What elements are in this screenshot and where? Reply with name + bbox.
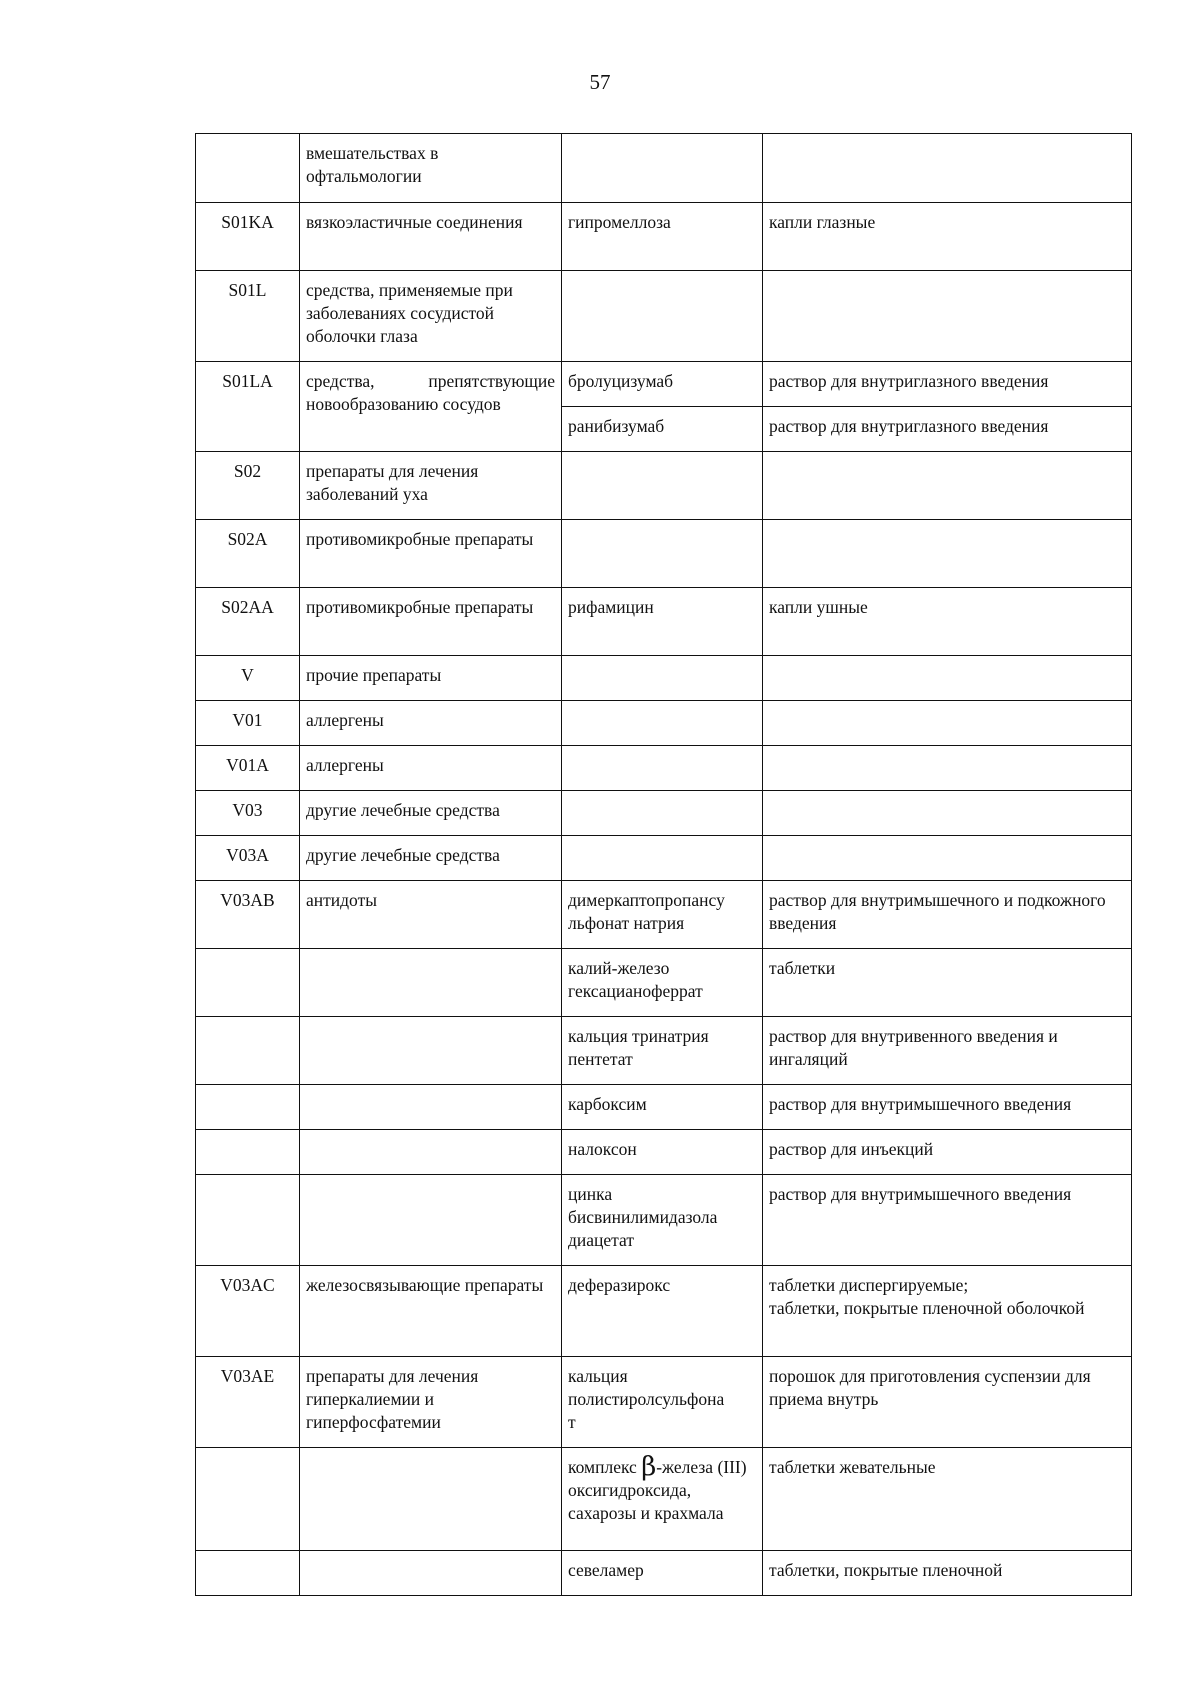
form-cell xyxy=(763,836,1132,881)
group-cell xyxy=(300,1551,562,1596)
atc-code-cell: V03AC xyxy=(196,1266,300,1357)
group-cell: противомикробные препараты xyxy=(300,588,562,656)
drug-line: димеркаптопропансу xyxy=(568,890,725,910)
drug-cell xyxy=(562,836,763,881)
atc-code-cell xyxy=(196,1448,300,1551)
form-cell: раствор для внутримышечного введения xyxy=(763,1085,1132,1130)
form-cell xyxy=(763,520,1132,588)
table-row xyxy=(196,1130,1132,1175)
atc-code-cell: V xyxy=(196,656,300,701)
group-word: препятствующие xyxy=(428,371,555,391)
group-cell: другие лечебные средства xyxy=(300,836,562,881)
form-cell xyxy=(763,701,1132,746)
group-cell: прочие препараты xyxy=(300,656,562,701)
table-row xyxy=(196,362,1132,407)
group-cell xyxy=(300,1085,562,1130)
form-cell: раствор для инъекций xyxy=(763,1130,1132,1175)
drug-cell xyxy=(562,881,763,949)
group-cell: железосвязывающие препараты xyxy=(300,1266,562,1357)
table-row xyxy=(196,836,1132,881)
drug-text: комплекс xyxy=(568,1457,637,1477)
table-row xyxy=(196,791,1132,836)
drug-cell: ранибизумаб xyxy=(562,407,763,452)
table-row xyxy=(196,656,1132,701)
table-row xyxy=(196,1448,1132,1551)
table-row xyxy=(196,949,1132,1017)
atc-code-cell: V03 xyxy=(196,791,300,836)
drug-line: бисвинилимидазола xyxy=(568,1207,718,1227)
drug-table xyxy=(195,133,1132,1596)
atc-code-cell xyxy=(196,1175,300,1266)
group-cell: вязкоэластичные соединения xyxy=(300,203,562,271)
drug-cell xyxy=(562,701,763,746)
drug-cell xyxy=(562,1175,763,1266)
form-cell: порошок для приготовления суспензии для приема внутрь xyxy=(763,1357,1132,1448)
table-row xyxy=(196,1175,1132,1266)
drug-cell: рифамицин xyxy=(562,588,763,656)
group-line: новообразованию сосудов xyxy=(306,394,501,414)
drug-cell xyxy=(562,134,763,203)
atc-code-cell: S01KA xyxy=(196,203,300,271)
group-cell: другие лечебные средства xyxy=(300,791,562,836)
group-cell xyxy=(300,1130,562,1175)
atc-code-cell: V03A xyxy=(196,836,300,881)
atc-code-cell: V03AB xyxy=(196,881,300,949)
beta-symbol: β xyxy=(641,1452,657,1482)
atc-code-cell xyxy=(196,1017,300,1085)
atc-code-cell xyxy=(196,1085,300,1130)
atc-code-cell xyxy=(196,134,300,203)
form-cell xyxy=(763,134,1132,203)
form-cell xyxy=(763,791,1132,836)
drug-line: цинка xyxy=(568,1184,613,1204)
table-row xyxy=(196,746,1132,791)
form-cell: таблетки, покрытые пленочной xyxy=(763,1551,1132,1596)
atc-code-cell: S02AA xyxy=(196,588,300,656)
atc-code-cell xyxy=(196,949,300,1017)
form-cell: раствор для внутриглазного введения xyxy=(763,362,1132,407)
table-row xyxy=(196,701,1132,746)
atc-code-cell xyxy=(196,1551,300,1596)
table-row xyxy=(196,1085,1132,1130)
form-cell: раствор для внутриглазного введения xyxy=(763,407,1132,452)
drug-cell: кальция тринатрия пентетат xyxy=(562,1017,763,1085)
drug-cell xyxy=(562,1357,763,1448)
form-line: таблетки диспергируемые; xyxy=(769,1275,969,1295)
drug-cell: налоксон xyxy=(562,1130,763,1175)
table-row xyxy=(196,271,1132,362)
form-cell: раствор для внутривенного введения и ингаляций xyxy=(763,1017,1132,1085)
form-cell xyxy=(763,1266,1132,1357)
form-cell xyxy=(763,271,1132,362)
drug-cell: калий-железо гексацианоферрат xyxy=(562,949,763,1017)
form-cell xyxy=(763,656,1132,701)
atc-code-cell: S01L xyxy=(196,271,300,362)
table-row xyxy=(196,881,1132,949)
drug-cell xyxy=(562,656,763,701)
form-cell: раствор для внутримышечного введения xyxy=(763,1175,1132,1266)
table-row xyxy=(196,1357,1132,1448)
group-cell xyxy=(300,949,562,1017)
drug-line: т xyxy=(568,1412,576,1432)
drug-cell xyxy=(562,791,763,836)
drug-cell: севеламер xyxy=(562,1551,763,1596)
group-cell: аллергены xyxy=(300,701,562,746)
group-cell: препараты для лечения заболеваний уха xyxy=(300,452,562,520)
group-cell xyxy=(300,1448,562,1551)
drug-cell: гипромеллоза xyxy=(562,203,763,271)
drug-cell xyxy=(562,452,763,520)
form-cell xyxy=(763,746,1132,791)
group-cell: средства, применяемые при заболеваниях сосудистой оболочки глаза xyxy=(300,271,562,362)
drug-line: диацетат xyxy=(568,1230,634,1250)
form-cell: капли глазные xyxy=(763,203,1132,271)
table-row xyxy=(196,134,1132,203)
atc-code-cell: S01LA xyxy=(196,362,300,452)
group-cell: антидоты xyxy=(300,881,562,949)
drug-cell: карбоксим xyxy=(562,1085,763,1130)
form-cell: таблетки xyxy=(763,949,1132,1017)
drug-cell xyxy=(562,1448,763,1551)
drug-line: кальция xyxy=(568,1366,628,1386)
form-cell: капли ушные xyxy=(763,588,1132,656)
form-line: таблетки, покрытые пленочной оболочкой xyxy=(769,1298,1085,1318)
table-row xyxy=(196,1266,1132,1357)
drug-line: полистиролсульфона xyxy=(568,1389,725,1409)
table-row xyxy=(196,588,1132,656)
group-cell: аллергены xyxy=(300,746,562,791)
group-cell: препараты для лечения гиперкалиемии и гиперфосфатемии xyxy=(300,1357,562,1448)
table-row xyxy=(196,1017,1132,1085)
atc-code-cell: S02 xyxy=(196,452,300,520)
atc-code-cell: V01A xyxy=(196,746,300,791)
atc-code-cell: S02A xyxy=(196,520,300,588)
form-cell: раствор для внутримышечного и подкожного введения xyxy=(763,881,1132,949)
atc-code-cell xyxy=(196,1130,300,1175)
group-cell: противомикробные препараты xyxy=(300,520,562,588)
drug-cell xyxy=(562,271,763,362)
drug-cell: бролуцизумаб xyxy=(562,362,763,407)
group-cell: вмешательствах в офтальмологии xyxy=(300,134,562,203)
drug-cell xyxy=(562,746,763,791)
page-number: 57 xyxy=(589,70,611,94)
drug-cell: деферазирокс xyxy=(562,1266,763,1357)
form-cell xyxy=(763,452,1132,520)
group-line xyxy=(306,370,555,393)
group-cell xyxy=(300,362,562,452)
drug-line: льфонат натрия xyxy=(568,913,685,933)
table-row xyxy=(196,452,1132,520)
drug-text: -железа (III) оксигидроксида, сахарозы и крахмала xyxy=(568,1457,747,1523)
atc-code-cell: V03AE xyxy=(196,1357,300,1448)
table-row xyxy=(196,203,1132,271)
drug-cell xyxy=(562,520,763,588)
group-word: средства, xyxy=(306,371,375,391)
table-row xyxy=(196,520,1132,588)
group-cell xyxy=(300,1175,562,1266)
form-cell: таблетки жевательные xyxy=(763,1448,1132,1551)
group-cell xyxy=(300,1017,562,1085)
table-row xyxy=(196,1551,1132,1596)
atc-code-cell: V01 xyxy=(196,701,300,746)
